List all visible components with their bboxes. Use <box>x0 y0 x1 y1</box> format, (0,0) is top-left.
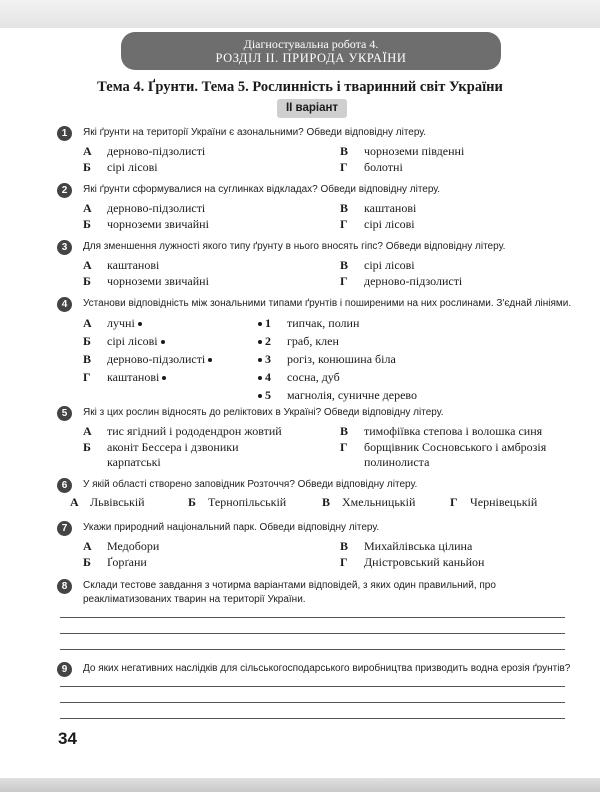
match-left-a[interactable]: А лучні <box>83 316 145 331</box>
match-left-b[interactable]: Б сірі лісові <box>83 334 168 349</box>
work-title: Діагностувальна робота 4. <box>243 37 379 51</box>
option-b[interactable]: Б чорноземи звичайні <box>83 274 209 288</box>
question-text: Які з цих рослин відносять до реліктових в Україні? Обведи відповідну літеру. <box>83 407 444 418</box>
answer-line[interactable] <box>60 702 565 703</box>
question-number: 8 <box>57 579 72 594</box>
connector-dot[interactable] <box>208 358 212 362</box>
topic-title: Тема 4. Ґрунти. Тема 5. Рослинність і тваринний світ України <box>97 79 503 95</box>
section-banner <box>121 32 501 70</box>
connector-dot[interactable] <box>161 340 165 344</box>
option-b[interactable]: Б чорноземи звичайні <box>83 217 209 231</box>
answer-line[interactable] <box>60 617 565 618</box>
answer-line[interactable] <box>60 718 565 719</box>
question-text: Склади тестове завдання з чотирма варіантами відповідей, з яких один правильний, про реакліматизованих тварин на території України. <box>83 580 496 605</box>
option-b[interactable]: Б аконіт Бессера і дзвоники карпатські <box>83 440 239 469</box>
option-v[interactable]: В каштанові <box>340 201 417 215</box>
question-number: 7 <box>57 521 72 536</box>
option-v[interactable]: В сірі лісові <box>340 258 415 272</box>
option-a[interactable]: А каштанові <box>83 258 160 272</box>
match-right-4[interactable]: 4 сосна, дуб <box>255 370 340 385</box>
match-right-5[interactable]: 5 магнолія, суничне дерево <box>255 388 417 403</box>
match-right-1[interactable]: 1 типчак, полин <box>255 316 359 331</box>
question-number: 4 <box>57 297 72 312</box>
option-a[interactable]: А Медобори <box>83 539 160 553</box>
question-number: 1 <box>57 126 72 141</box>
answer-line[interactable] <box>60 649 565 650</box>
connector-dot[interactable] <box>162 376 166 380</box>
option-g[interactable]: Г болотні <box>340 160 403 174</box>
match-left-v[interactable]: В дерново-підзолисті <box>83 352 215 367</box>
question-number: 9 <box>57 662 72 677</box>
match-right-3[interactable]: 3 рогіз, конюшина біла <box>255 352 396 367</box>
question-text: Укажи природний національний парк. Обведи відповідну літеру. <box>83 522 380 533</box>
page-number: 34 <box>58 729 77 748</box>
question-text: Установи відповідність між зональними типами ґрунтів і поширеними на них рослинами. З'єднай лініями. <box>83 298 572 309</box>
connector-dot[interactable] <box>258 376 262 380</box>
option-b[interactable]: Б сірі лісові <box>83 160 158 174</box>
question-text: До яких негативних наслідків для сільськогосподарського виробництва призводить водна ерозія ґрунтів? <box>83 663 571 674</box>
option-a[interactable]: А Львівській <box>70 495 145 509</box>
top-page-strip <box>0 0 600 28</box>
question-text: Які ґрунти на території України є азональними? Обведи відповідну літеру. <box>83 127 427 138</box>
match-left-g[interactable]: Г каштанові <box>83 370 169 385</box>
connector-dot[interactable] <box>138 322 142 326</box>
question-number: 6 <box>57 478 72 493</box>
question-number: 2 <box>57 183 72 198</box>
option-g[interactable]: Г Чернівецькій <box>450 495 538 509</box>
connector-dot[interactable] <box>258 340 262 344</box>
match-right-2[interactable]: 2 граб, клен <box>255 334 339 349</box>
option-g[interactable]: Г борщівник Сосновського і амброзія полинолиста <box>340 440 547 469</box>
option-a[interactable]: А дерново-підзолисті <box>83 144 206 158</box>
question-text: Які ґрунти сформувалися на суглинках відкладах? Обведи відповідну літеру. <box>83 184 441 195</box>
option-g[interactable]: Г дерново-підзолисті <box>340 274 463 288</box>
option-v[interactable]: В Михайлівська цілина <box>340 539 473 553</box>
answer-line[interactable] <box>60 686 565 687</box>
option-g[interactable]: Г сірі лісові <box>340 217 415 231</box>
option-b[interactable]: Б Ґорґани <box>83 555 147 569</box>
option-v[interactable]: В Хмельницькій <box>322 495 416 509</box>
connector-dot[interactable] <box>258 358 262 362</box>
question-text: Для зменшення лужності якого типу ґрунту в нього вносять гіпс? Обведи відповідну літеру. <box>83 241 506 252</box>
option-a[interactable]: А дерново-підзолисті <box>83 201 206 215</box>
option-a[interactable]: А тис ягідний і рододендрон жовтий <box>83 424 282 438</box>
connector-dot[interactable] <box>258 322 262 326</box>
answer-line[interactable] <box>60 633 565 634</box>
question-number: 5 <box>57 406 72 421</box>
variant-badge: ІІ варіант <box>277 99 347 118</box>
question-number: 3 <box>57 240 72 255</box>
option-v[interactable]: В чорноземи південні <box>340 144 465 158</box>
connector-dot[interactable] <box>258 394 262 398</box>
question-text: У якій області створено заповідник Розточчя? Обведи відповідну літеру. <box>83 479 418 490</box>
section-title: РОЗДІЛ ІІ. ПРИРОДА УКРАЇНИ <box>215 51 407 65</box>
option-b[interactable]: Б Тернопільській <box>188 495 287 509</box>
option-v[interactable]: В тимофіївка степова і волошка синя <box>340 424 543 438</box>
option-g[interactable]: Г Дністровський каньйон <box>340 555 485 569</box>
bottom-page-strip <box>0 778 600 792</box>
